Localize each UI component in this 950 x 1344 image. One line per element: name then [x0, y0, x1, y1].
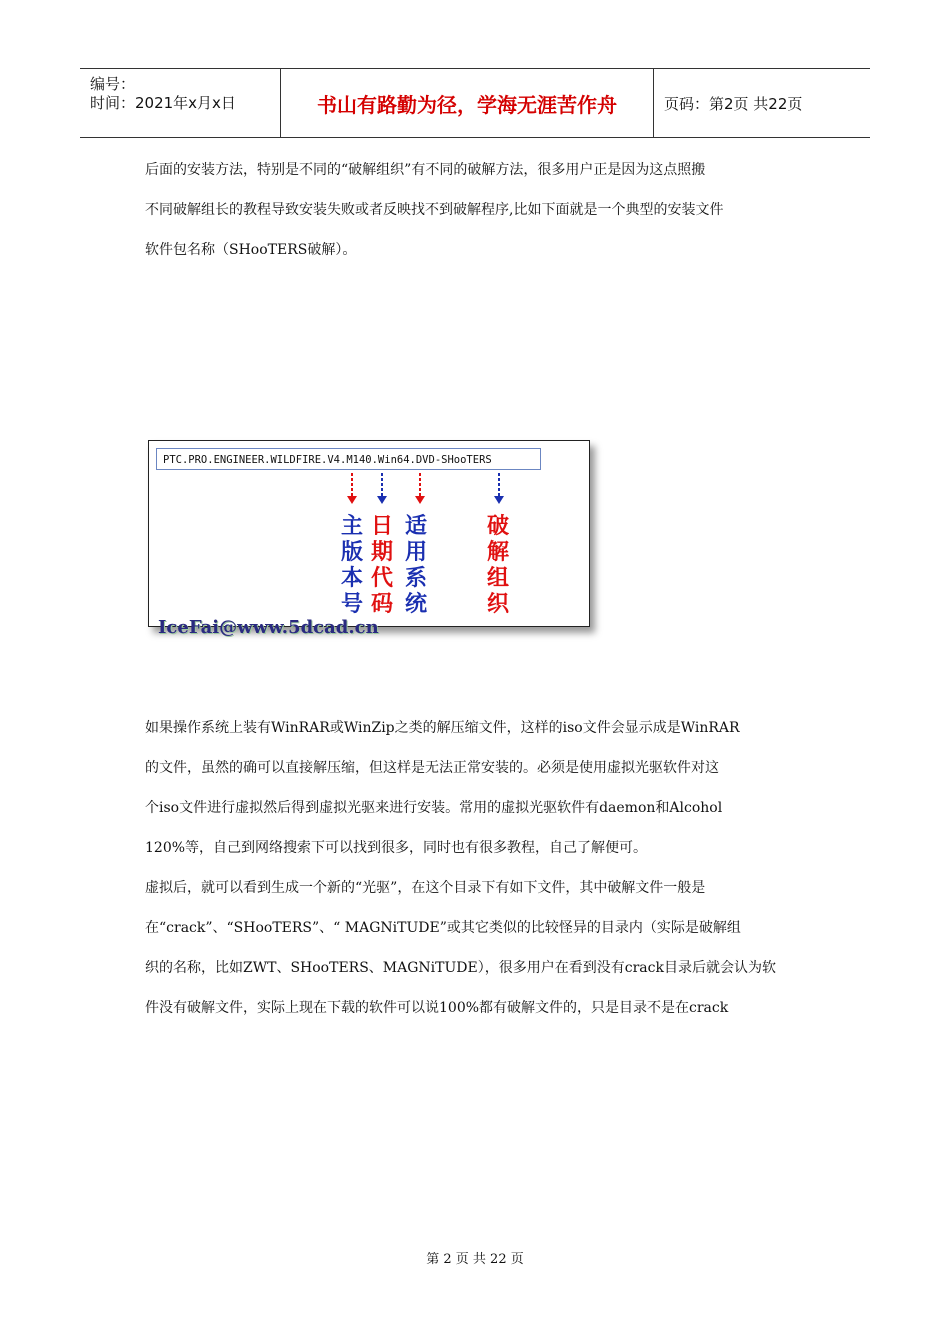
arrowhead-version [347, 496, 357, 504]
header-left-cell [80, 69, 281, 137]
package-filename: PTC.PRO.ENGINEER.WILDFIRE.V4.M140.Win64.DVD-SHooTERS [156, 448, 541, 470]
paragraph-3 [145, 868, 815, 1028]
label-platform: 适用系统 [404, 514, 427, 617]
arrowhead-date [377, 496, 387, 504]
number-label: 编号： [90, 75, 136, 93]
paragraph-line: 织的名称，比如ZWT、SHooTERS、MAGNiTUDE），很多用户在看到没有crack目录后就会认为软 [145, 960, 776, 976]
page-footer: 第 2 页 共 22 页 [426, 1252, 524, 1267]
label-major-version: 主版本号 [340, 514, 363, 617]
paragraph-1 [145, 150, 815, 270]
time-label: 时间：2021年x月x日 [90, 94, 236, 112]
paragraph-line: 的文件，虽然的确可以直接解压缩，但这样是无法正常安装的。必须是使用虚拟光驱软件对这 [145, 760, 719, 776]
label-crack-group: 破解组织 [486, 514, 509, 617]
header-page-cell [654, 69, 870, 137]
header-motto-cell [281, 69, 654, 137]
arrowhead-system [415, 496, 425, 504]
paragraph-line: 虚拟后，就可以看到生成一个新的“光驱”，在这个目录下有如下文件，其中破解文件一般是 [145, 880, 706, 896]
header-page-info: 页码：第2页 共22页 [664, 94, 803, 113]
paragraph-line: 后面的安装方法，特别是不同的“破解组织”有不同的破解方法，很多用户正是因为这点照搬 [145, 162, 706, 178]
paragraph-line: 在“crack”、“SHooTERS”、“ MAGNiTUDE”或其它类似的比较怪异的目录内（实际是破解组 [145, 920, 741, 936]
filename-diagram [148, 440, 588, 640]
paragraph-line: 个iso文件进行虚拟然后得到虚拟光驱来进行安装。常用的虚拟光驱软件有daemon和Alcohol [145, 800, 723, 816]
arrowhead-group [494, 496, 504, 504]
paragraph-line: 如果操作系统上装有WinRAR或WinZip之类的解压缩文件，这样的iso文件会显示成是WinRAR [145, 720, 740, 736]
watermark-credit: IceFai@www.5dcad.cn [158, 617, 379, 638]
paragraph-line: 不同破解组长的教程导致安装失败或者反映找不到破解程序,比如下面就是一个典型的安装文件 [145, 202, 724, 218]
paragraph-line: 120%等，自己到网络搜索下可以找到很多，同时也有很多教程，自己了解便可。 [145, 840, 648, 856]
paragraph-line: 件没有破解文件，实际上现在下载的软件可以说100%都有破解文件的，只是目录不是在crack [145, 1000, 729, 1016]
motto: 书山有路勤为径，学海无涯苦作舟 [317, 92, 617, 117]
label-date-code: 日期代码 [370, 514, 393, 617]
arrows-layer [148, 440, 588, 640]
page-header [80, 68, 870, 138]
paragraph-line: 软件包名称（SHooTERS破解）。 [145, 242, 357, 258]
paragraph-2 [145, 708, 815, 868]
